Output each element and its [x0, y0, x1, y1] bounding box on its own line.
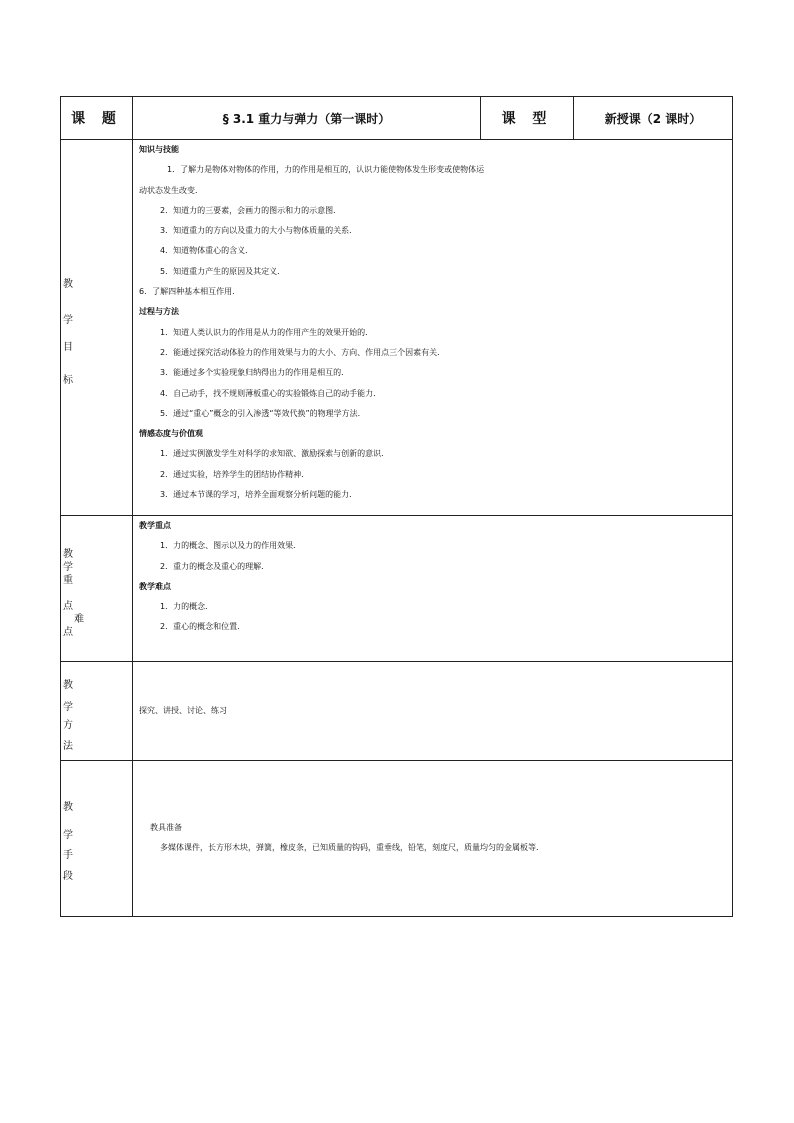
side-char: 点 — [63, 601, 73, 612]
lesson-plan-table — [60, 96, 733, 917]
keypoints-content — [133, 516, 733, 662]
methods-text: 探究、讲授、讨论、练习 — [139, 705, 227, 715]
means-text: 多媒体课件，长方形木块，弹簧，橡皮条，已知质量的钩码，重垂线，铅笔，刻度尺，质量均匀的金属板等． — [160, 843, 544, 853]
topic-value: § 3.1 重力与弹力（第一课时） — [133, 97, 481, 140]
list-item: 2．重力的概念及重心的理解． — [160, 561, 270, 571]
section-heading: 情感态度与价值观 — [139, 429, 203, 439]
objectives-content — [133, 140, 733, 516]
keypoints-side-label — [61, 516, 133, 662]
list-item: 5．通过“重心”概念的引入渗透“等效代换”的物理学方法． — [160, 408, 366, 418]
list-item: 3．通过本节课的学习，培养全面观察分析问题的能力． — [160, 490, 358, 500]
side-char: 点 — [63, 627, 73, 638]
side-char: 教 — [63, 279, 73, 290]
header-row — [61, 97, 733, 140]
side-char: 学 — [63, 315, 73, 326]
side-char: 重 — [63, 575, 73, 586]
means-row — [61, 761, 733, 917]
type-label: 课 型 — [481, 97, 574, 140]
type-value: 新授课（2 课时） — [574, 97, 733, 140]
list-item: 4．知道物体重心的含义． — [160, 246, 254, 256]
methods-row — [61, 662, 733, 761]
objectives-row — [61, 140, 733, 516]
section-heading: 教学重点 — [139, 521, 171, 530]
means-content — [133, 761, 733, 917]
objectives-side-label — [61, 140, 133, 516]
list-item: 2．重心的概念和位置． — [160, 622, 246, 632]
list-item: 5．知道重力产生的原因及其定义． — [160, 266, 286, 276]
keypoints-row — [61, 516, 733, 662]
side-char: 学 — [63, 830, 73, 841]
side-char: 教 — [63, 680, 73, 691]
list-item: 1．通过实例激发学生对科学的求知欲、激励探索与创新的意识． — [160, 449, 390, 459]
side-char: 标 — [63, 375, 73, 386]
means-title: 教具准备 — [150, 823, 182, 832]
section-heading: 教学难点 — [139, 581, 171, 591]
side-char: 教 — [63, 802, 73, 813]
list-item: 2．能通过探究活动体验力的作用效果与力的大小、方向、作用点三个因素有关． — [160, 347, 446, 357]
list-item: 1．知道人类认识力的作用是从力的作用产生的效果开始的． — [160, 327, 374, 337]
topic-label: 课 题 — [61, 97, 133, 140]
side-char: 目 — [63, 342, 73, 353]
list-item: 3．知道重力的方向以及重力的大小与物体质量的关系． — [160, 226, 358, 236]
side-char: 手 — [63, 850, 73, 861]
section-heading: 知识与技能 — [139, 145, 179, 154]
list-item: 4．自己动手，找不规则薄板重心的实验锻炼自己的动手能力． — [160, 388, 382, 398]
list-item: 1．力的概念． — [160, 602, 214, 612]
side-char: 教 — [63, 549, 73, 560]
side-char: 难 — [74, 614, 84, 625]
side-char: 方 — [63, 720, 73, 731]
list-item: 2．通过实验，培养学生的团结协作精神． — [160, 469, 310, 479]
section-heading: 过程与方法 — [139, 307, 179, 317]
side-char: 学 — [63, 702, 73, 713]
list-item: 2．知道力的三要素，会画力的图示和力的示意图． — [160, 205, 342, 215]
methods-content — [133, 662, 733, 761]
side-char: 学 — [63, 562, 73, 573]
list-item: 1．力的概念、图示以及力的作用效果． — [160, 541, 302, 551]
side-char: 法 — [63, 741, 73, 752]
side-char: 段 — [63, 871, 73, 882]
list-item: 动状态发生改变． — [139, 185, 203, 195]
list-item: 1．了解力是物体对物体的作用，力的作用是相互的，认识力能使物体发生形变或使物体运 — [167, 165, 485, 175]
list-item: 3．能通过多个实验现象归纳得出力的作用是相互的． — [160, 368, 350, 378]
means-side-label — [61, 761, 133, 917]
methods-side-label — [61, 662, 133, 761]
list-item: 6．了解四种基本相互作用． — [139, 287, 241, 297]
